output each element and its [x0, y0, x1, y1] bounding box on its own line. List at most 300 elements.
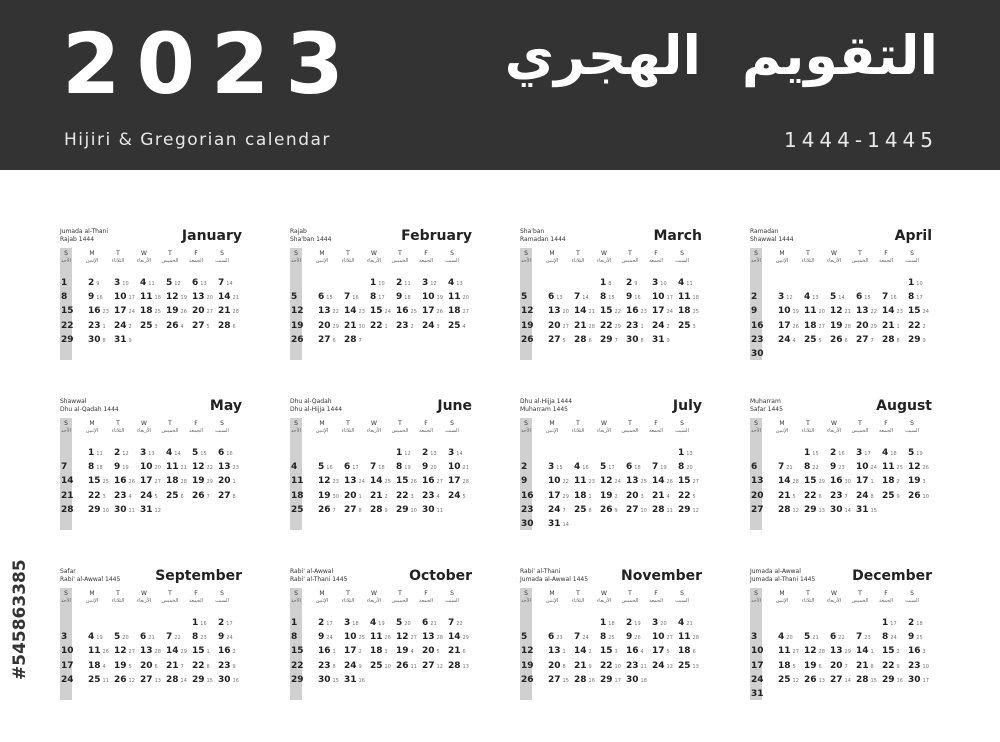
day-cell	[521, 646, 534, 656]
gregorian-day: 4	[448, 278, 455, 288]
day-cell	[521, 491, 534, 501]
day-cell	[574, 462, 589, 472]
weekday-arabic: الإثنين	[545, 258, 559, 264]
gregorian-day: 28	[574, 334, 587, 345]
weekday-arabic: الأربعاء	[596, 258, 612, 264]
weekday-arabic: الجمعة	[418, 428, 434, 434]
day-cell	[856, 675, 877, 685]
gregorian-day: 1	[88, 448, 95, 458]
gregorian-day: 10	[778, 306, 791, 317]
weekday-header	[439, 250, 465, 264]
weekday-header	[513, 590, 539, 604]
day-cell	[778, 306, 799, 316]
day-cell	[396, 646, 414, 656]
gregorian-day: 26	[804, 674, 817, 685]
gregorian-day: 6	[140, 632, 147, 643]
month-day-grid	[520, 588, 706, 718]
hijri-day: 13	[430, 451, 437, 457]
hijri-day: 23	[556, 635, 563, 642]
hijri-month-label: Safar	[60, 568, 76, 575]
hijri-month-label: Dhu al-Qadah	[290, 398, 332, 405]
hijri-month-label: Rabi' al-Thani	[520, 568, 561, 575]
day-cell	[291, 491, 304, 501]
hijri-day: 24	[666, 309, 673, 316]
weekday-letter: S	[450, 250, 454, 257]
gregorian-day: 5	[804, 632, 811, 643]
gregorian-day: 13	[318, 306, 331, 317]
subtitle: Hijiri & Gregorian calendar	[64, 130, 331, 150]
weekday-header	[873, 420, 899, 434]
hijri-day: 10	[378, 281, 385, 287]
day-cell	[166, 491, 184, 501]
gregorian-day: 13	[856, 306, 869, 317]
day-cell	[778, 646, 799, 656]
day-cell	[318, 321, 339, 331]
day-cell	[600, 632, 615, 642]
hijri-day: 19	[404, 465, 411, 472]
weekday-arabic: السبت	[445, 428, 459, 434]
gregorian-day: 5	[291, 292, 298, 303]
hijri-day: 8	[640, 337, 644, 344]
hijri-day: 28	[232, 309, 239, 316]
hijri-day: 27	[462, 309, 469, 316]
weekday-letter: S	[220, 250, 224, 257]
gregorian-day: 22	[908, 320, 921, 331]
hijri-day: 23	[358, 309, 365, 316]
weekday-arabic: الجمعة	[648, 258, 664, 264]
day-cell	[318, 292, 333, 302]
gregorian-day: 31	[114, 334, 127, 345]
hijri-day: 6	[332, 337, 336, 344]
hijri-day: 19	[660, 465, 667, 472]
weekday-header	[899, 250, 925, 264]
gregorian-day: 11	[804, 306, 817, 317]
hijri-day: 16	[896, 677, 903, 684]
hijri-month-label: Jumada al-Awwal 1445	[520, 576, 589, 583]
gregorian-day: 19	[521, 320, 534, 331]
day-cell	[61, 278, 67, 288]
day-cell	[521, 661, 534, 671]
day-cell	[548, 505, 566, 515]
month-day-grid	[520, 248, 706, 378]
day-cell	[370, 491, 388, 501]
day-cell	[396, 321, 414, 331]
gregorian-day: 19	[291, 320, 304, 331]
hijri-day: 11	[128, 507, 135, 514]
gregorian-day: 21	[652, 490, 665, 501]
weekday-arabic: الإثنين	[545, 428, 559, 434]
day-cell	[751, 505, 764, 515]
day-cell	[344, 632, 365, 642]
day-cell	[291, 646, 304, 656]
gregorian-day: 30	[521, 519, 534, 529]
gregorian-day: 10	[344, 632, 357, 643]
gregorian-day: 8	[600, 292, 607, 303]
gregorian-day: 21	[166, 660, 179, 671]
day-cell	[88, 321, 106, 331]
day-cell	[448, 646, 466, 656]
month-march	[520, 228, 706, 382]
day-cell	[396, 632, 417, 642]
day-cell	[370, 646, 388, 656]
day-cell	[882, 462, 903, 472]
day-cell	[140, 476, 161, 486]
weekday-letter: S	[524, 250, 528, 257]
day-cell	[626, 491, 644, 501]
weekday-header	[209, 420, 235, 434]
day-cell	[804, 462, 819, 472]
month-day-grid	[60, 418, 246, 548]
weekday-header	[565, 590, 591, 604]
day-cell	[908, 675, 929, 685]
gregorian-day: 20	[344, 490, 357, 501]
hijri-day: 10	[102, 507, 109, 514]
day-cell	[652, 476, 673, 486]
gregorian-day: 16	[318, 646, 331, 657]
day-cell	[448, 306, 469, 316]
month-day-grid	[520, 418, 706, 548]
hijri-day: 20	[660, 621, 667, 627]
hijri-day: 12	[786, 295, 793, 302]
hijri-day: 11	[410, 663, 417, 670]
weekday-arabic: الأربعاء	[596, 598, 612, 604]
gregorian-day: 20	[318, 320, 331, 331]
gregorian-day: 18	[574, 490, 587, 501]
day-cell	[448, 278, 463, 288]
weekday-letter: S	[910, 590, 914, 597]
gregorian-day: 2	[626, 278, 633, 288]
weekday-letter: W	[371, 250, 377, 257]
hijri-day: 23	[232, 465, 239, 472]
weekday-arabic: الأحد	[61, 428, 71, 434]
day-cell	[218, 491, 236, 501]
day-cell	[751, 491, 764, 501]
hijri-day: 16	[200, 621, 207, 627]
hijri-day: 26	[410, 479, 417, 486]
hijri-day: 13	[686, 451, 693, 457]
gregorian-day: 23	[114, 490, 127, 501]
day-cell	[856, 646, 874, 656]
day-cell	[344, 618, 359, 628]
gregorian-day: 30	[218, 674, 231, 685]
gregorian-day: 23	[88, 320, 101, 331]
day-cell	[678, 618, 693, 628]
weekday-arabic: الخميس	[621, 428, 639, 434]
gregorian-day: 25	[291, 504, 304, 515]
weekday-letter: M	[319, 420, 325, 427]
gregorian-day: 10	[652, 292, 665, 303]
hijri-day: 9	[384, 507, 388, 514]
hijri-day: 20	[404, 621, 411, 627]
weekday-header	[53, 590, 79, 604]
hijri-day: 7	[870, 337, 874, 344]
weekday-letter: T	[858, 420, 862, 427]
weekday-letter: M	[779, 420, 785, 427]
gregorian-day: 4	[140, 278, 147, 288]
day-cell	[908, 335, 926, 345]
weekday-header	[643, 420, 669, 434]
hijri-day: 19	[180, 295, 187, 302]
gregorian-day: 29	[804, 504, 817, 515]
month-name: January	[181, 228, 242, 244]
hijri-month-label: Dhu al-Hijja 1444	[520, 398, 573, 405]
day-cell	[88, 491, 106, 501]
hijri-day: 25	[640, 479, 647, 486]
day-cell	[318, 476, 339, 486]
gregorian-day: 21	[344, 320, 357, 331]
day-cell	[548, 519, 569, 529]
hijri-month-label: Rabi' al-Thani 1445	[290, 576, 348, 583]
hijri-day: 9	[358, 663, 362, 670]
gregorian-day: 18	[166, 476, 179, 487]
gregorian-day: 28	[61, 504, 74, 515]
hijri-day: 9	[922, 337, 926, 344]
hijri-day: 20	[122, 635, 129, 642]
gregorian-day: 2	[318, 618, 325, 628]
hijri-day: 9	[634, 281, 638, 287]
day-cell	[166, 321, 184, 331]
weekday-arabic: الإثنين	[85, 598, 99, 604]
hijri-day: 22	[838, 635, 845, 642]
weekday-arabic: الأربعاء	[826, 428, 842, 434]
gregorian-day: 12	[192, 462, 205, 473]
gregorian-day: 30	[908, 674, 921, 685]
day-cell	[166, 448, 181, 458]
hijri-day: 2	[384, 493, 388, 500]
weekday-letter: M	[319, 250, 325, 257]
weekday-letter: F	[654, 590, 658, 597]
gregorian-day: 1	[600, 278, 607, 288]
month-name: April	[894, 228, 932, 244]
day-cell	[422, 292, 443, 302]
weekday-arabic: الجمعة	[648, 598, 664, 604]
hijri-day: 15	[206, 677, 213, 684]
weekday-header	[183, 590, 209, 604]
gregorian-day: 20	[218, 476, 231, 487]
gregorian-day: 9	[88, 292, 95, 303]
day-cell	[218, 278, 233, 288]
day-cell	[678, 462, 693, 472]
day-cell	[882, 306, 903, 316]
gregorian-day: 18	[804, 320, 817, 331]
day-cell	[830, 505, 851, 515]
weekday-letter: T	[168, 590, 172, 597]
gregorian-day: 25	[574, 504, 587, 515]
gregorian-day: 17	[652, 646, 665, 657]
hijri-month-label: Ramadan 1444	[520, 236, 566, 243]
hijri-day: 17	[352, 465, 359, 472]
gregorian-day: 11	[678, 292, 691, 303]
gregorian-day: 17	[448, 476, 461, 487]
gregorian-day: 25	[778, 674, 791, 685]
gregorian-day: 16	[626, 646, 639, 657]
hijri-month-label: Safar 1445	[750, 406, 783, 413]
gregorian-day: 8	[396, 462, 403, 473]
weekday-header	[53, 250, 79, 264]
gregorian-day: 16	[88, 306, 101, 317]
weekday-letter: W	[141, 420, 147, 427]
hijri-day: 26	[384, 635, 391, 642]
gregorian-day: 14	[370, 476, 383, 487]
gregorian-day: 25	[678, 320, 691, 331]
gregorian-day: 15	[804, 476, 817, 487]
day-cell	[422, 321, 440, 331]
gregorian-day: 28	[344, 334, 357, 345]
gregorian-day: 23	[830, 490, 843, 501]
day-cell	[521, 321, 534, 331]
gregorian-day: 27	[548, 674, 561, 685]
hijri-day: 24	[128, 309, 135, 316]
gregorian-day: 3	[448, 448, 455, 458]
hijri-day: 11	[686, 281, 693, 287]
day-cell	[61, 661, 74, 671]
weekday-arabic: الجمعة	[878, 258, 894, 264]
month-april	[750, 228, 936, 382]
gregorian-day: 1	[908, 278, 915, 288]
day-cell	[192, 306, 213, 316]
hijri-day: 7	[358, 337, 362, 344]
weekday-header	[769, 420, 795, 434]
day-cell	[448, 321, 466, 331]
day-cell	[600, 646, 618, 656]
gregorian-day: 17	[751, 660, 764, 671]
day-cell	[88, 632, 103, 642]
gregorian-day: 27	[830, 674, 843, 685]
day-cell	[830, 476, 851, 486]
day-cell	[166, 661, 184, 671]
day-cell	[140, 491, 158, 501]
gregorian-day: 27	[856, 334, 869, 345]
day-cell	[291, 292, 297, 302]
day-cell	[751, 321, 764, 331]
day-cell	[318, 491, 339, 501]
weekday-header	[283, 420, 309, 434]
gregorian-day: 31	[652, 334, 665, 345]
hijri-day: 23	[838, 465, 845, 472]
gregorian-day: 28	[166, 674, 179, 685]
day-cell	[751, 689, 764, 699]
gregorian-day: 14	[448, 632, 461, 643]
weekday-header	[669, 250, 695, 264]
weekday-arabic: الجمعة	[188, 428, 204, 434]
gregorian-day: 8	[192, 632, 199, 643]
day-cell	[830, 321, 851, 331]
day-cell	[521, 632, 527, 642]
gregorian-day: 6	[548, 292, 555, 303]
hijri-day: 6	[232, 323, 236, 330]
day-cell	[652, 321, 670, 331]
hijri-day: 12	[430, 281, 437, 287]
hijri-day: 3	[102, 493, 106, 500]
weekday-letter: T	[858, 250, 862, 257]
day-cell	[218, 476, 236, 486]
hijri-day: 7	[180, 663, 184, 670]
hijri-day: 22	[332, 309, 339, 316]
weekday-letter: T	[628, 250, 632, 257]
gregorian-day: 21	[574, 660, 587, 671]
day-cell	[778, 335, 796, 345]
gregorian-day: 31	[856, 504, 869, 515]
month-day-grid	[290, 248, 476, 378]
gregorian-day: 27	[218, 490, 231, 501]
gregorian-day: 7	[61, 462, 68, 473]
day-cell	[882, 491, 900, 501]
hijri-day: 12	[436, 663, 443, 670]
weekday-header	[335, 420, 361, 434]
gregorian-day: 28	[882, 334, 895, 345]
hijri-day: 27	[436, 479, 443, 486]
hijri-day: 18	[404, 295, 411, 302]
gregorian-day: 21	[370, 490, 383, 501]
hijri-day: 1	[206, 649, 210, 656]
hijri-day: 23	[864, 635, 871, 642]
day-cell	[291, 476, 304, 486]
hijri-day: 26	[436, 309, 443, 316]
gregorian-day: 26	[192, 490, 205, 501]
weekday-header	[309, 250, 335, 264]
weekday-arabic: الأحد	[61, 258, 71, 264]
day-cell	[652, 292, 673, 302]
gregorian-day: 8	[61, 292, 68, 303]
hijri-day: 19	[436, 295, 443, 302]
hijri-day: 3	[436, 323, 440, 330]
weekday-letter: S	[64, 250, 68, 257]
day-cell	[114, 491, 132, 501]
gregorian-day: 8	[88, 462, 95, 473]
weekday-arabic: الأربعاء	[366, 428, 382, 434]
day-cell	[422, 462, 437, 472]
gregorian-day: 13	[218, 462, 231, 473]
gregorian-day: 26	[521, 334, 534, 345]
day-cell	[396, 462, 411, 472]
hijri-day: 13	[462, 663, 469, 670]
day-cell	[396, 491, 414, 501]
gregorian-day: 3	[652, 618, 659, 628]
weekday-header	[873, 250, 899, 264]
weekday-header	[361, 420, 387, 434]
day-cell	[778, 292, 793, 302]
day-cell	[166, 646, 187, 656]
hijri-day: 5	[436, 649, 440, 656]
hijri-day: 10	[410, 507, 417, 514]
hijri-day: 22	[174, 635, 181, 642]
day-cell	[448, 632, 469, 642]
hijri-day: 26	[792, 323, 799, 330]
month-name: November	[621, 568, 702, 584]
gregorian-day: 21	[574, 320, 587, 331]
day-cell	[778, 476, 799, 486]
day-cell	[218, 306, 239, 316]
hijri-day: 6	[180, 493, 184, 500]
gregorian-day: 1	[678, 448, 685, 458]
gregorian-day: 24	[652, 660, 665, 671]
day-cell	[804, 306, 825, 316]
hijri-day: 3	[154, 323, 158, 330]
hijri-month-label: Rajab	[290, 228, 307, 235]
gregorian-day: 8	[370, 292, 377, 303]
month-may	[60, 398, 246, 552]
day-cell	[318, 632, 333, 642]
day-cell	[61, 476, 74, 486]
gregorian-day: 26	[318, 504, 331, 515]
hijri-day: 29	[870, 323, 877, 330]
weekday-letter: M	[779, 590, 785, 597]
gregorian-day: 6	[344, 462, 351, 473]
weekday-arabic: السبت	[905, 258, 919, 264]
gregorian-day: 20	[548, 660, 561, 671]
day-cell	[61, 335, 74, 345]
day-cell	[830, 632, 845, 642]
